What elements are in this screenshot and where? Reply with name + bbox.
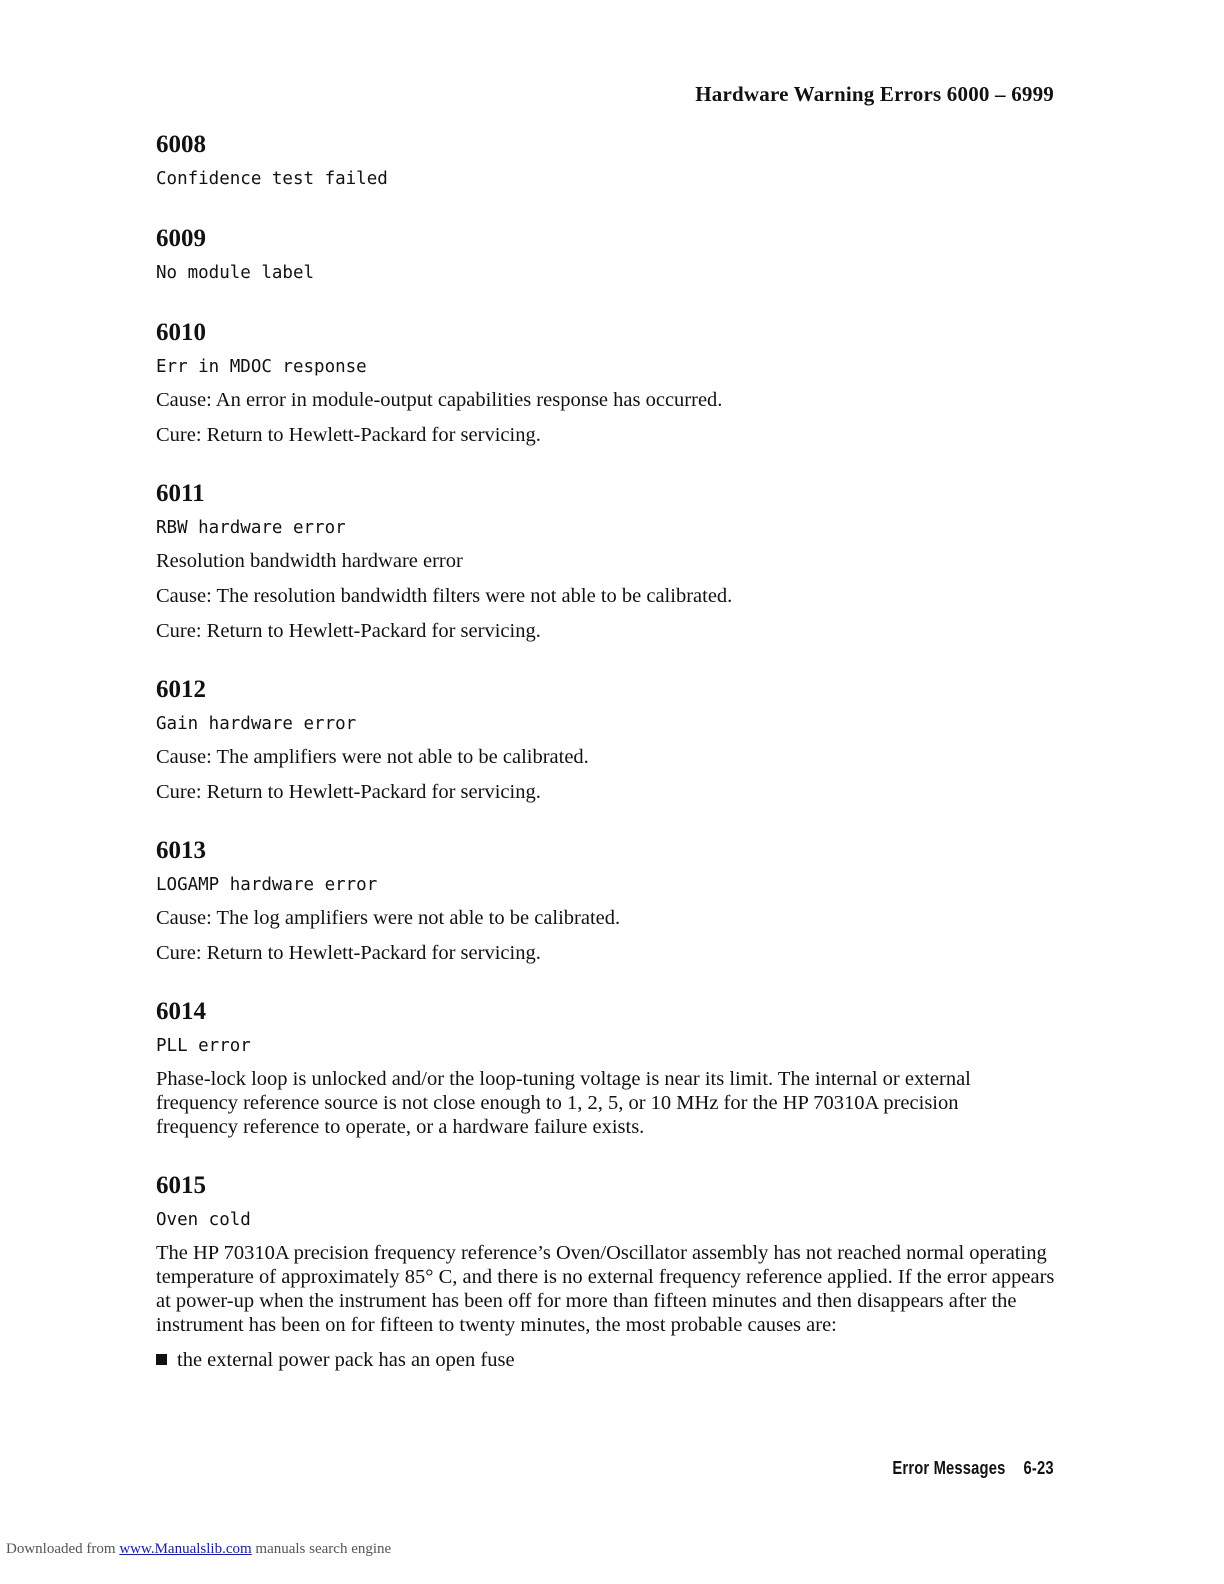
error-message: Oven cold: [156, 1210, 251, 1230]
download-note: [6, 1541, 391, 1558]
error-message: Confidence test failed: [156, 169, 388, 189]
error-cure: Cure: Return to Hewlett-Packard for servicing.: [156, 424, 541, 446]
error-message: Gain hardware error: [156, 714, 357, 734]
footer-section: Error Messages: [892, 1458, 1006, 1478]
error-cause: Cause: The resolution bandwidth filters were not able to be calibrated.: [156, 585, 733, 607]
error-code: 6008: [156, 131, 206, 158]
error-list: [156, 128, 1056, 1402]
error-code: 6015: [156, 1172, 206, 1199]
bullet-item: [156, 1348, 1056, 1372]
square-bullet-icon: [156, 1354, 167, 1365]
error-cure: Cure: Return to Hewlett-Packard for servicing.: [156, 781, 541, 803]
error-message: Err in MDOC response: [156, 357, 367, 377]
error-entry-6014: [156, 995, 1056, 1139]
error-description: The HP 70310A precision frequency reference’s Oven/Oscillator assembly has not reached normal operating temperature of approximately 85° C, and there is no external frequency reference applied. If the error appears at power-up when the instrument has been off for more than fifteen minutes and then disappears after the instrument has been on for fifteen to twenty minutes, the most probable causes are:: [156, 1242, 1055, 1336]
error-entry-6008: [156, 128, 1056, 192]
page-footer: [893, 1458, 1054, 1479]
error-entry-6009: [156, 222, 1056, 286]
download-suffix: manuals search engine: [251, 1541, 392, 1557]
error-message: LOGAMP hardware error: [156, 875, 378, 895]
download-prefix: Downloaded from: [6, 1541, 120, 1557]
running-header: Hardware Warning Errors 6000 – 6999: [695, 82, 1054, 106]
error-cure: Cure: Return to Hewlett-Packard for servicing.: [156, 942, 541, 964]
error-cause: Cause: The amplifiers were not able to be calibrated.: [156, 746, 589, 768]
error-code: 6013: [156, 837, 206, 864]
error-cure: Cure: Return to Hewlett-Packard for servicing.: [156, 620, 541, 642]
error-cause: Cause: An error in module-output capabilities response has occurred.: [156, 389, 723, 411]
error-entry-6010: [156, 316, 1056, 447]
error-cause: Cause: The log amplifiers were not able to be calibrated.: [156, 907, 621, 929]
error-entry-6011: [156, 477, 1056, 643]
error-entry-6013: [156, 834, 1056, 965]
error-entry-6015: [156, 1169, 1056, 1372]
error-code: 6014: [156, 998, 206, 1025]
error-code: 6011: [156, 480, 205, 507]
error-message: PLL error: [156, 1036, 251, 1056]
error-message: No module label: [156, 263, 315, 283]
manualslib-link[interactable]: www.Manualslib.com: [119, 1541, 252, 1557]
page-number: 6-23: [1023, 1458, 1054, 1478]
error-code: 6009: [156, 225, 206, 252]
bullet-text: the external power pack has an open fuse: [177, 1349, 515, 1371]
error-code: 6012: [156, 676, 206, 703]
error-description: Phase-lock loop is unlocked and/or the loop-tuning voltage is near its limit. The internal or external frequency reference source is not close enough to 1, 2, 5, or 10 MHz for the HP 70310A precision frequency reference to operate, or a hardware failure exists.: [156, 1068, 971, 1138]
error-code: 6010: [156, 319, 206, 346]
error-entry-6012: [156, 673, 1056, 804]
error-message: RBW hardware error: [156, 518, 346, 538]
error-description: Resolution bandwidth hardware error: [156, 550, 463, 572]
